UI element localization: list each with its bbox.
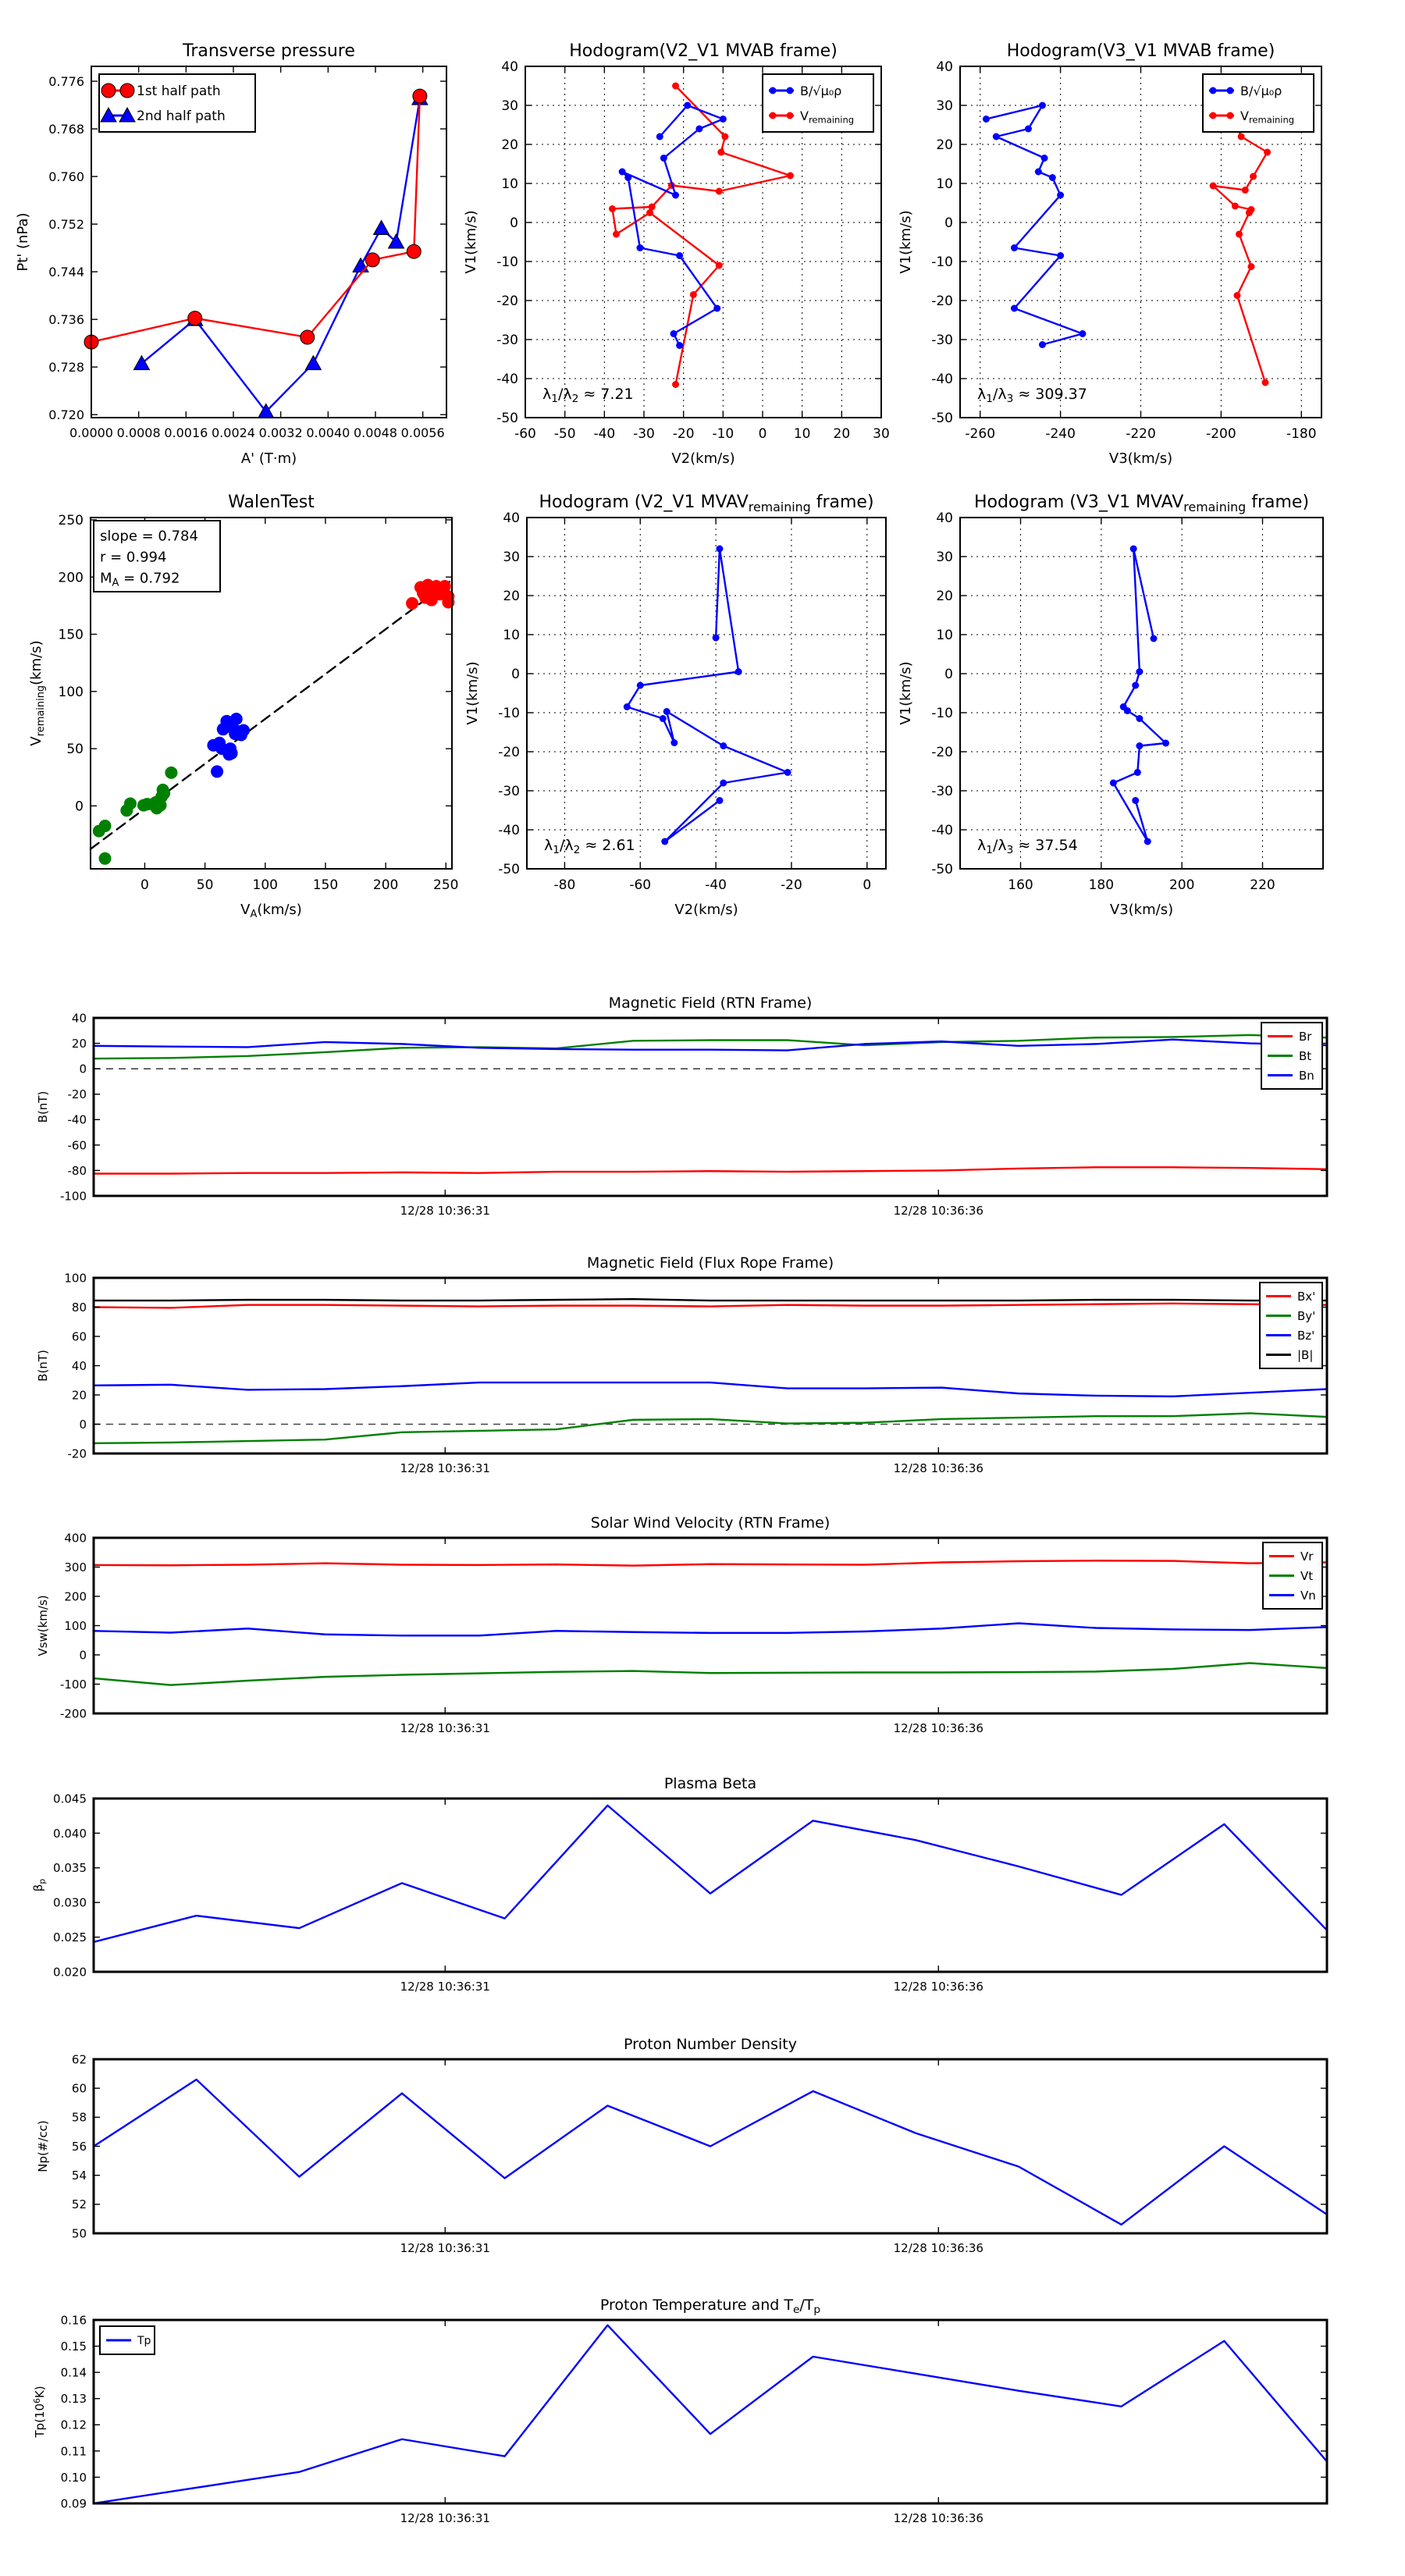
y-tick-label: 0.736 bbox=[48, 311, 84, 327]
legend-label: |B| bbox=[1297, 1347, 1314, 1362]
y-tick-label: 10 bbox=[936, 628, 953, 644]
x-tick-label: -260 bbox=[965, 426, 996, 442]
chart-title: Magnetic Field (Flux Rope Frame) bbox=[586, 1254, 834, 1272]
y-tick-label: 0.045 bbox=[53, 1791, 87, 1806]
y-tick-label: 20 bbox=[503, 589, 520, 605]
series-line bbox=[94, 1560, 1327, 1565]
y-tick-label: 30 bbox=[936, 98, 953, 115]
y-tick-label: 40 bbox=[936, 59, 953, 76]
x-tick-label: 160 bbox=[1008, 877, 1033, 893]
y-tick-label: 0 bbox=[79, 1062, 87, 1076]
y-tick-label: -100 bbox=[59, 1677, 87, 1692]
series-line bbox=[94, 2080, 1327, 2225]
y-tick-label: 10 bbox=[936, 176, 953, 193]
y-tick-label: 0.14 bbox=[60, 2365, 87, 2380]
y-tick-label: 100 bbox=[58, 684, 84, 700]
y-tick-label: 0.768 bbox=[48, 121, 84, 137]
y-tick-label: 62 bbox=[71, 2052, 87, 2067]
x-tick-label: 12/28 10:36:36 bbox=[893, 1980, 984, 1994]
y-tick-label: 100 bbox=[64, 1618, 87, 1633]
series-line bbox=[94, 1035, 1327, 1059]
y-tick-label: -30 bbox=[931, 333, 953, 349]
x-tick-label: 0.0016 bbox=[164, 425, 208, 440]
x-tick-label: -20 bbox=[781, 877, 802, 893]
y-tick-label: 40 bbox=[71, 1358, 87, 1373]
y-tick-label: -10 bbox=[496, 254, 518, 271]
x-tick-label: -240 bbox=[1045, 426, 1076, 442]
series-line bbox=[94, 1413, 1327, 1443]
y-tick-label: 0.752 bbox=[48, 216, 84, 232]
stats-line: slope = 0.784 bbox=[100, 528, 198, 545]
y-axis-label: $Tp(10^6K)$ bbox=[31, 2386, 47, 2438]
x-tick-label: 0 bbox=[140, 877, 149, 893]
x-tick-label: -180 bbox=[1286, 426, 1317, 442]
y-tick-label: 30 bbox=[501, 98, 518, 115]
series-line bbox=[1113, 549, 1165, 841]
chart-ts5 bbox=[36, 2036, 1327, 2255]
y-tick-label: 20 bbox=[71, 1036, 87, 1051]
y-tick-label: -40 bbox=[931, 372, 953, 388]
series-line bbox=[94, 1304, 1327, 1308]
chart-p3 bbox=[898, 41, 1321, 467]
y-tick-label: -10 bbox=[931, 706, 953, 722]
x-tick-label: -60 bbox=[629, 877, 652, 893]
legend-label: Vt bbox=[1300, 1568, 1314, 1583]
legend-label: By' bbox=[1297, 1308, 1316, 1323]
y-axis-label: B(nT) bbox=[36, 1091, 50, 1123]
chart-title: Plasma Beta bbox=[663, 1775, 757, 1792]
y-axis-label: V1(km/s) bbox=[463, 210, 479, 274]
y-axis-label: $\beta_p$ bbox=[31, 1878, 48, 1892]
eigenvalue-annotation: $\lambda_1/\lambda_3 \approx 37.54$ bbox=[977, 837, 1078, 857]
chart-ts2 bbox=[36, 1254, 1327, 1475]
legend-label: Bn bbox=[1299, 1068, 1314, 1083]
x-tick-label: 30 bbox=[873, 426, 890, 442]
y-tick-label: 0.035 bbox=[53, 1861, 87, 1876]
x-tick-label: 0.0000 bbox=[69, 425, 113, 440]
x-tick-label: 20 bbox=[833, 426, 851, 442]
x-tick-label: 50 bbox=[196, 877, 214, 893]
y-tick-label: 0.12 bbox=[60, 2418, 87, 2432]
y-axis-label: Np(#/cc) bbox=[36, 2120, 50, 2172]
x-tick-label: 200 bbox=[372, 877, 399, 893]
legend-label: B/√μ₀ρ bbox=[1240, 83, 1282, 98]
y-tick-label: 40 bbox=[503, 511, 520, 527]
series-line bbox=[91, 96, 420, 342]
x-tick-label: -20 bbox=[672, 426, 695, 442]
chart-title: Hodogram (V3_V1 $MVAV_{remaining}$ frame) bbox=[973, 493, 1310, 514]
eigenvalue-annotation: $\lambda_1/\lambda_3 \approx 309.37$ bbox=[977, 386, 1087, 406]
series-line bbox=[627, 549, 788, 841]
legend-label: Bx' bbox=[1297, 1289, 1316, 1304]
x-tick-label: 12/28 10:36:36 bbox=[893, 1204, 984, 1218]
x-axis-label: A' (T·m) bbox=[240, 450, 297, 467]
y-tick-label: -80 bbox=[67, 1163, 87, 1178]
y-tick-label: 30 bbox=[936, 550, 953, 566]
chart-ts4 bbox=[31, 1775, 1327, 1994]
x-tick-label: 12/28 10:36:31 bbox=[400, 1721, 490, 1735]
y-tick-label: -10 bbox=[498, 706, 520, 722]
x-tick-label: 150 bbox=[312, 877, 339, 893]
legend-label: 1st half path bbox=[137, 84, 221, 100]
y-tick-label: -10 bbox=[931, 254, 953, 271]
x-tick-label: 0.0056 bbox=[400, 425, 445, 440]
chart-title: Hodogram(V3_V1 MVAB frame) bbox=[1006, 41, 1275, 61]
x-tick-label: -200 bbox=[1206, 426, 1236, 442]
stats-line: r = 0.994 bbox=[100, 549, 167, 566]
chart-p6 bbox=[898, 493, 1323, 918]
y-tick-label: -40 bbox=[496, 372, 518, 388]
x-tick-label: 0.0048 bbox=[354, 425, 397, 440]
y-tick-label: 30 bbox=[503, 550, 520, 566]
legend-label: Vr bbox=[1300, 1549, 1314, 1564]
y-tick-label: 20 bbox=[936, 137, 953, 154]
chart-title: Solar Wind Velocity (RTN Frame) bbox=[590, 1514, 831, 1532]
y-tick-label: -100 bbox=[59, 1189, 87, 1204]
y-tick-label: 200 bbox=[58, 570, 84, 586]
y-tick-label: 50 bbox=[71, 2226, 87, 2241]
y-axis-label: V1(km/s) bbox=[898, 661, 914, 725]
y-axis-label: V1(km/s) bbox=[898, 210, 914, 274]
chart-title: WalenTest bbox=[228, 493, 315, 512]
legend-label: Tp bbox=[137, 2335, 151, 2348]
x-tick-label: 12/28 10:36:36 bbox=[893, 1461, 984, 1475]
y-tick-label: 0.16 bbox=[60, 2313, 87, 2328]
y-tick-label: 0 bbox=[75, 799, 84, 815]
y-tick-label: 0.10 bbox=[60, 2470, 87, 2485]
y-tick-label: 400 bbox=[64, 1531, 87, 1546]
y-tick-label: 0.11 bbox=[60, 2444, 87, 2459]
x-tick-label: -80 bbox=[553, 877, 576, 893]
x-axis-label: V2(km/s) bbox=[674, 902, 738, 918]
y-tick-label: 250 bbox=[58, 513, 84, 529]
y-tick-label: 50 bbox=[66, 742, 84, 758]
x-tick-label: 200 bbox=[1168, 877, 1195, 893]
stats-line: $M_A = 0.792$ bbox=[100, 570, 180, 589]
y-tick-label: -20 bbox=[67, 1087, 87, 1102]
y-tick-label: 0 bbox=[511, 667, 520, 683]
y-tick-label: 10 bbox=[501, 176, 518, 193]
y-tick-label: -30 bbox=[498, 784, 520, 800]
x-tick-label: 12/28 10:36:36 bbox=[893, 2511, 984, 2525]
x-tick-label: 12/28 10:36:31 bbox=[400, 1461, 490, 1475]
x-axis-label: V3(km/s) bbox=[1108, 450, 1173, 467]
y-axis-label: B(nT) bbox=[36, 1350, 50, 1382]
y-tick-label: 0.020 bbox=[53, 1965, 87, 1980]
eigenvalue-annotation: $\lambda_1/\lambda_2 \approx 2.61$ bbox=[544, 837, 635, 857]
series-line bbox=[94, 2325, 1327, 2503]
x-tick-label: 0.0040 bbox=[306, 425, 350, 440]
y-tick-label: 0 bbox=[510, 215, 518, 232]
y-tick-label: -50 bbox=[931, 411, 953, 427]
x-axis-label: V3(km/s) bbox=[1109, 902, 1174, 918]
x-tick-label: 12/28 10:36:36 bbox=[893, 2241, 984, 2255]
y-axis-label: Pt' (nPa) bbox=[15, 212, 31, 272]
y-tick-label: 0.728 bbox=[48, 359, 84, 375]
y-tick-label: 0.776 bbox=[48, 73, 84, 89]
y-axis-label: V1(km/s) bbox=[464, 661, 481, 725]
y-tick-label: 0.744 bbox=[48, 264, 84, 279]
y-axis-label: $V_{remaining}(km/s)$ bbox=[28, 640, 47, 746]
x-tick-label: -40 bbox=[593, 426, 616, 442]
series-line bbox=[94, 1806, 1327, 1942]
series-line bbox=[94, 1624, 1327, 1636]
series-line bbox=[94, 1382, 1327, 1397]
y-tick-label: 52 bbox=[71, 2197, 87, 2212]
series-line bbox=[94, 1167, 1327, 1173]
y-tick-label: 200 bbox=[64, 1589, 87, 1604]
y-tick-label: -20 bbox=[931, 745, 953, 761]
legend-label: 2nd half path bbox=[137, 109, 226, 125]
y-tick-label: 300 bbox=[64, 1560, 87, 1574]
y-tick-label: 100 bbox=[64, 1271, 87, 1286]
y-tick-label: 40 bbox=[71, 1011, 87, 1026]
y-tick-label: 80 bbox=[71, 1300, 87, 1315]
chart-title: Hodogram(V2_V1 MVAB frame) bbox=[569, 41, 838, 61]
x-tick-label: -30 bbox=[633, 426, 655, 442]
y-tick-label: 60 bbox=[71, 2081, 87, 2096]
x-tick-label: -40 bbox=[705, 877, 727, 893]
y-tick-label: 56 bbox=[71, 2139, 87, 2154]
chart-title: Proton Temperature and $T_e/T_p$ bbox=[599, 2297, 821, 2317]
chart-p1 bbox=[15, 41, 446, 467]
chart-p4 bbox=[28, 493, 459, 920]
y-tick-label: -40 bbox=[498, 823, 520, 839]
y-tick-label: -20 bbox=[498, 745, 520, 761]
chart-title: Magnetic Field (RTN Frame) bbox=[608, 994, 813, 1012]
series-line bbox=[94, 1040, 1327, 1051]
chart-ts1 bbox=[36, 994, 1327, 1218]
y-tick-label: 0.13 bbox=[60, 2392, 87, 2407]
x-tick-label: 10 bbox=[793, 426, 811, 442]
x-tick-label: 0 bbox=[863, 877, 872, 893]
y-tick-label: -60 bbox=[67, 1138, 87, 1153]
chart-title: Transverse pressure bbox=[183, 41, 355, 61]
x-tick-label: 0.0032 bbox=[258, 425, 303, 440]
x-tick-label: 180 bbox=[1088, 877, 1115, 893]
y-tick-label: 0 bbox=[944, 215, 953, 232]
y-tick-label: 0 bbox=[79, 1648, 87, 1663]
chart-p2 bbox=[463, 41, 890, 467]
x-tick-label: 12/28 10:36:31 bbox=[400, 2241, 490, 2255]
x-tick-label: 0.0024 bbox=[212, 425, 255, 440]
y-tick-label: 0.040 bbox=[53, 1826, 87, 1841]
y-tick-label: 0.720 bbox=[48, 407, 84, 422]
y-tick-label: 0.030 bbox=[53, 1895, 87, 1910]
y-tick-label: 0 bbox=[944, 667, 953, 683]
x-tick-label: 12/28 10:36:31 bbox=[400, 1980, 490, 1994]
chart-title: Hodogram (V2_V1 $MVAV_{remaining}$ frame) bbox=[539, 493, 874, 514]
y-tick-label: 20 bbox=[501, 137, 518, 154]
x-tick-label: -50 bbox=[553, 426, 576, 442]
series-line bbox=[94, 1663, 1327, 1685]
y-tick-label: 150 bbox=[58, 627, 84, 643]
x-tick-label: 100 bbox=[252, 877, 279, 893]
chart-ts6 bbox=[32, 2297, 1327, 2525]
y-tick-label: 0.09 bbox=[60, 2496, 87, 2511]
series-line bbox=[986, 105, 1082, 345]
x-axis-label: $V_A(km/s)$ bbox=[240, 902, 302, 920]
y-tick-label: 20 bbox=[71, 1388, 87, 1403]
y-tick-label: -200 bbox=[59, 1706, 87, 1721]
y-tick-label: -30 bbox=[931, 784, 953, 800]
legend-label: B/√μ₀ρ bbox=[800, 83, 842, 98]
x-tick-label: -10 bbox=[712, 426, 735, 442]
y-tick-label: 60 bbox=[71, 1329, 87, 1344]
legend-label: Bz' bbox=[1297, 1328, 1315, 1343]
y-tick-label: 0.15 bbox=[60, 2339, 87, 2354]
legend-label: Vn bbox=[1300, 1588, 1316, 1603]
legend-label: $V_{remaining}$ bbox=[1240, 108, 1295, 126]
y-tick-label: -20 bbox=[496, 294, 518, 310]
y-tick-label: -40 bbox=[67, 1112, 87, 1127]
y-tick-label: 40 bbox=[501, 59, 518, 76]
x-tick-label: 0.0008 bbox=[116, 425, 161, 440]
y-tick-label: 0.760 bbox=[48, 169, 84, 184]
series-line bbox=[622, 105, 723, 346]
legend-label: Br bbox=[1299, 1029, 1312, 1044]
chart-p5 bbox=[464, 493, 886, 918]
y-tick-label: 54 bbox=[71, 2169, 87, 2183]
y-tick-label: -50 bbox=[498, 862, 520, 878]
y-tick-label: 0 bbox=[79, 1417, 87, 1432]
x-tick-label: 12/28 10:36:31 bbox=[400, 1204, 490, 1218]
y-tick-label: 0.025 bbox=[53, 1930, 87, 1944]
legend-label: Bt bbox=[1299, 1048, 1312, 1063]
x-tick-label: -220 bbox=[1126, 426, 1156, 442]
y-tick-label: 40 bbox=[936, 511, 953, 527]
x-tick-label: 12/28 10:36:36 bbox=[893, 1721, 984, 1735]
legend-label: $V_{remaining}$ bbox=[800, 108, 855, 126]
chart-ts3 bbox=[36, 1514, 1327, 1735]
y-tick-label: 20 bbox=[936, 589, 953, 605]
x-tick-label: 220 bbox=[1250, 877, 1275, 893]
chart-title: Proton Number Density bbox=[624, 2036, 797, 2053]
y-axis-label: Vsw(km/s) bbox=[36, 1595, 50, 1656]
axes-frame bbox=[960, 518, 1323, 869]
y-tick-label: -50 bbox=[496, 411, 518, 427]
y-tick-label: -20 bbox=[931, 294, 953, 310]
x-tick-label: 250 bbox=[433, 877, 459, 893]
y-tick-label: 10 bbox=[503, 628, 520, 644]
y-tick-label: -30 bbox=[496, 333, 518, 349]
eigenvalue-annotation: $\lambda_1/\lambda_2 \approx 7.21$ bbox=[542, 386, 634, 406]
x-tick-label: 0 bbox=[758, 426, 767, 442]
y-tick-label: 58 bbox=[71, 2110, 87, 2125]
x-tick-label: 12/28 10:36:31 bbox=[400, 2511, 490, 2525]
x-axis-label: V2(km/s) bbox=[671, 450, 735, 467]
axes-frame bbox=[527, 518, 886, 869]
series-line bbox=[94, 1299, 1327, 1300]
y-tick-label: -40 bbox=[931, 823, 953, 839]
axes-frame bbox=[94, 1799, 1327, 1972]
x-tick-label: -60 bbox=[514, 426, 536, 442]
y-tick-label: -50 bbox=[931, 862, 953, 878]
y-tick-label: -20 bbox=[67, 1446, 87, 1461]
